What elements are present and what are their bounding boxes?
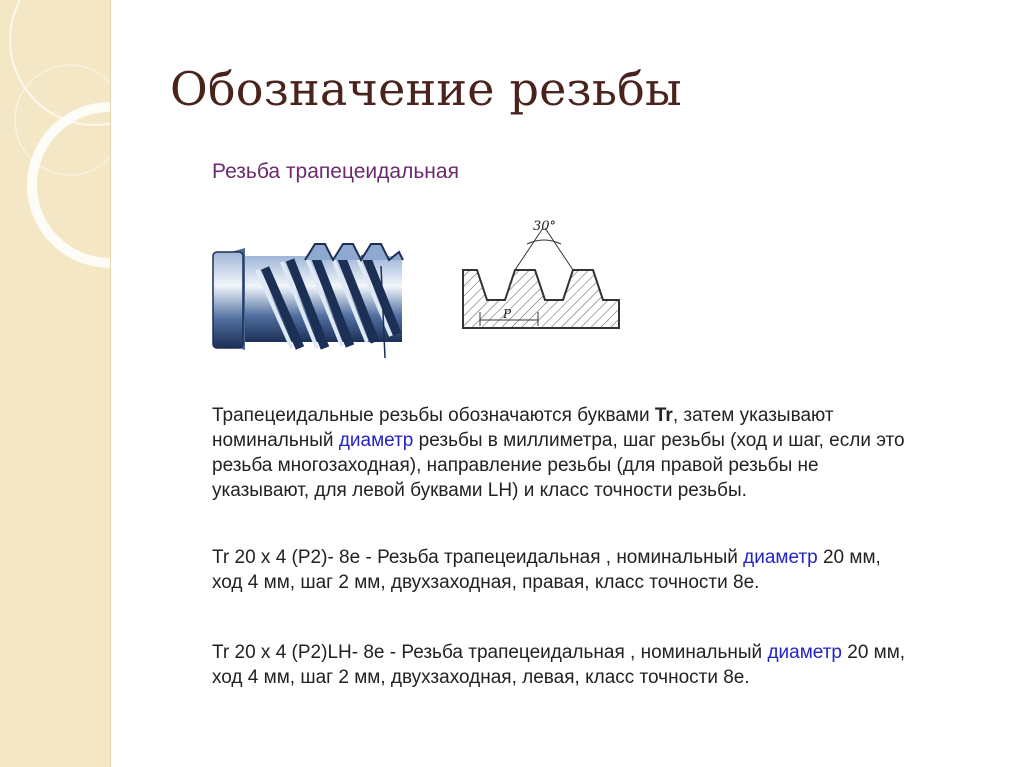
decorative-sidebar <box>0 0 111 767</box>
threaded-shaft-drawing <box>213 244 403 358</box>
tr-keyword: Tr <box>654 405 673 426</box>
paragraph-description: Трапецеидальные резьбы обозначаются буквами Tr, затем указывают номинальный диаметр резьбы в миллиметра, шаг резьбы (ход и шаг, если это резьба многозаходная), направление резьбы (для правой резьбы не указывают, для левой буквами LH) и класс точности резьбы. <box>212 405 905 501</box>
slide-title: Обозначение резьбы <box>170 62 682 116</box>
slide-subtitle: Резьба трапецеидальная <box>212 160 459 183</box>
paragraph-example-left: Tr 20 х 4 (P2)LH- 8е - Резьба трапецеидальная , номинальный диаметр 20 мм, ход 4 мм, шаг 2 мм, двухзаходная, левая, класс точности 8е. <box>212 642 906 688</box>
paragraph-example-right: Tr 20 х 4 (P2)- 8е - Резьба трапецеидальная , номинальный диаметр 20 мм, ход 4 мм, шаг 2 мм, двухзаходная, правая, класс точности 8е. <box>212 547 881 593</box>
sidebar-circles-decoration <box>0 0 110 767</box>
diameter-term: диаметр <box>743 547 818 568</box>
pitch-label: P <box>503 307 512 321</box>
thread-profile-drawing <box>463 219 619 328</box>
angle-label: 30° <box>533 219 557 234</box>
diameter-term: диаметр <box>767 642 842 663</box>
diameter-term: диаметр <box>338 430 414 451</box>
trapezoidal-thread-illustration <box>205 208 625 358</box>
